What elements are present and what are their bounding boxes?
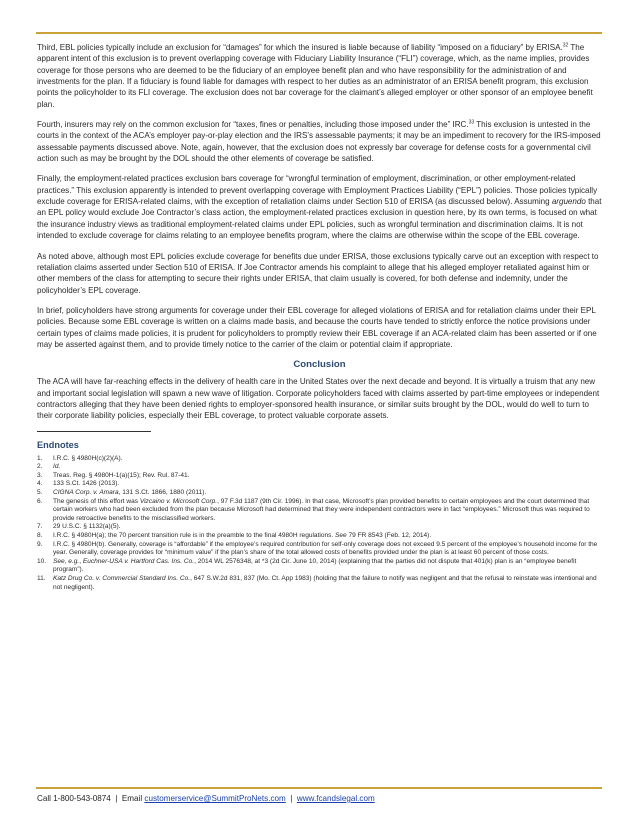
endnote-number: 11.: [37, 574, 46, 582]
footer-website-link[interactable]: www.fcandslegal.com: [296, 794, 375, 803]
conclusion-heading: Conclusion: [293, 359, 346, 371]
text-run: The apparent intent of this exclusion is to prevent overlapping coverage with Fiduciary Liability Insurance (“FLI”) coverage, which, as the name implies, provides coverage for those persons who are deemed to be the fiduciary of an employee benefit plan and who have responsibility for the administration of and investments for the plan. If a fiduciary is found liable for damages with respect to her duties as an administrator of an ERISA benefit program, this exclusion points the policyholder to its FLI coverage. The exclusion does not bar coverage for the claimant’s alleged employer or other sponsor of an employee benefit plan.: [37, 43, 593, 109]
endnote-item: [37, 472, 602, 481]
endnote-text: [53, 455, 602, 464]
endnote-number: 5.: [37, 489, 43, 496]
endnote-text: [53, 532, 602, 541]
endnote-text: [53, 498, 602, 524]
body-paragraph: [37, 305, 602, 350]
text-run: In brief, policyholders have strong arguments for coverage under their EBL coverage for alleged violations of ERISA and for retaliation claims under their EPL policies. Because some EBL coverage is written on a claims made basis, and because the courts have tended to strictly enforce the notice provisions under certain types of claims made policies, it is prudent for policyholders to promptly review their EBL coverage if an ACA-related claim has been asserted or if one may be asserted against them, and to provide timely notice to the carrier of the claim or potential claim if appropriate.: [37, 305, 597, 349]
footer-separator: | Email: [110, 794, 145, 803]
endnotes-list: [37, 455, 602, 593]
text-run: Finally, the employment-related practices exclusion bars coverage for “wrongful termination of employment, discrimination, or other employment-related practices.” This exclusion apparently is intended to prevent overlapping coverage with Employment Practices Liability (“EPL”) policies. Those policies typically exclude coverage for ERISA-related claims, with the exception of retaliation claims under Section 510 of ERISA (as discussed below). Assuming: [37, 174, 598, 207]
italic-text: arguendo: [551, 197, 586, 207]
text-run: 29 U.S.C. § 1132(a)(5).: [53, 523, 121, 531]
text-run: Treas. Reg. § 4980H-1(a)(15); Rev. Rul. 87-41.: [53, 471, 190, 479]
endnote-item: [37, 558, 602, 575]
endnote-number: 7.: [37, 523, 43, 531]
endnote-item: [37, 480, 602, 489]
body-paragraph: [37, 42, 602, 110]
bottom-divider: [36, 787, 602, 789]
endnote-number: 3.: [37, 471, 43, 479]
endnote-number: 2.: [37, 463, 43, 471]
top-divider: [36, 32, 602, 34]
page-content: [37, 42, 602, 592]
endnote-text: [53, 523, 602, 532]
body-paragraph: [37, 251, 602, 296]
italic-text: Katz Drug Co. v. Commercial Standard Ins. Co.: [53, 574, 191, 582]
endnote-number: 9.: [37, 540, 43, 548]
italic-text: Vizcaino v. Microsoft Corp.: [139, 497, 218, 505]
conclusion-paragraph: The ACA will have far-reaching effects in the delivery of health care in the United States over the next decade and beyond. It is virtually a truism that any new and important social legislation will spawn a new wave of litigation. Corporate policyholders faced with claims asserted by part-time employees or independent contractors alleging that they have been denied rights to employer-sponsored health insurance, or similar suits brought by the DOL, would do well to turn to their corporate liability policies, especially their EBL coverage, to protect valuable corporate assets.: [37, 377, 600, 421]
italic-text: See: [335, 531, 347, 539]
body-paragraph: [37, 119, 602, 164]
endnote-text: [53, 472, 602, 481]
text-run: 79 FR 8543 (Feb. 12, 2014).: [346, 531, 432, 539]
text-run: , 97 F.3d 1187 (9th Cir. 1996). In that case, Microsoft’s plan provided benefits to certain employees and the court determined that certain workers who had been excluded from the plan because Microsoft had determined that they were independent contractors were in fact “employees.” Microsoft thus was required to provide retroactive benefits to the misclassified workers.: [53, 497, 590, 522]
endnote-item: [37, 532, 602, 541]
endnote-text: [53, 558, 602, 575]
text-run: Third, EBL policies typically include an exclusion for “damages” for which the insured is liable because of liability “imposed on a fiduciary” by ERISA.: [37, 43, 563, 52]
text-run: 133 S.Ct. 1426 (2013).: [53, 480, 120, 488]
endnote-text: [53, 463, 602, 472]
endnote-number: 10.: [37, 557, 47, 565]
footnote-ref: 33: [468, 119, 475, 126]
body-paragraph: [37, 173, 602, 241]
endnote-number: 4.: [37, 480, 43, 488]
italic-text: CIGNA Corp. v. Amara: [53, 489, 119, 496]
italic-text: See, e.g.: [53, 557, 80, 565]
italic-text: Euchner-USA v. Hartford Cas. Ins. Co.: [82, 557, 195, 565]
text-run: This exclusion is untested in the courts in the context of the ACA’s employer pay-or-play election and the IRS’s assessable payments; it may be an impediment to recovery for the IRS-imposed assessable payments discussed above. Note, again, however, that the exclusion does not expressly bar coverage for defense costs for a governmental civil action such as may be brought by the DOL should the other elements of coverage be satisfied.: [37, 120, 601, 164]
endnote-number: 8.: [37, 531, 43, 539]
endnote-item: [37, 523, 602, 532]
endnote-text: [53, 489, 602, 498]
endnote-item: [37, 463, 602, 472]
endnote-item: [37, 455, 602, 464]
text-run: I.R.C. § 4980H(c)(2)(A).: [53, 454, 123, 462]
endnote-item: [37, 575, 602, 592]
text-run: , 131 S.Ct. 1866, 1880 (2011).: [118, 489, 207, 496]
body-paragraphs: [37, 42, 602, 350]
footer: [37, 794, 375, 803]
endnotes-heading: Endnotes: [37, 439, 79, 450]
footer-email-link[interactable]: customerservice@SummitProNets.com: [144, 794, 286, 803]
endnote-item: [37, 489, 602, 498]
text-run: ,: [79, 557, 83, 565]
text-run: , 2014 WL 2576348, at *3 (2d Cir. June 10, 2014) (explaining that the parties did not dispute that 401(k) plan is an “employee benefit program”).: [53, 557, 577, 574]
endnote-item: [37, 541, 602, 558]
endnote-text: [53, 541, 602, 558]
endnote-text: [53, 480, 602, 489]
endnote-number: 6.: [37, 497, 43, 505]
footnote-ref: 32: [562, 42, 569, 49]
text-run: I.R.C. § 4980H(a); the 70 percent transition rule is in the preamble to the final 4980H regulations.: [53, 531, 336, 539]
endnote-number: 1.: [37, 454, 43, 462]
text-run: I.R.C. § 4980H(b). Generally, coverage is “affordable” if the employee’s required contribution for self-only coverage does not exceed 9.5 percent of the employee’s household income for the year. Generally, coverage provides for “minimum value” if the plan’s share of the total allowed costs of benefits provided under the plan is at least 60 percent of those costs.: [53, 540, 598, 557]
text-run: As noted above, although most EPL policies exclude coverage for benefits due under ERISA, those exclusions typically carve out an exception with respect to retaliation claims asserted under Section 510 of ERISA. If Joe Contractor amends his complaint to allege that his alleged employer retaliated against him or other members of the class for attempting to secure their rights under ERISA, that claim usually is covered, for both defense and indemnity, under the policyholder’s EPL coverage.: [37, 251, 599, 295]
footer-separator: |: [285, 794, 297, 803]
endnotes-divider: [37, 431, 151, 432]
text-run: , 647 S.W.2d 831, 837 (Mo. Ct. App 1983) (holding that the failure to notify was negligent and that the refusal to reinstate was intentional and not negligent).: [53, 574, 597, 591]
text-run: The genesis of this effort was: [53, 497, 140, 505]
endnote-item: [37, 498, 602, 524]
text-run: that an EPL policy would exclude Joe Contractor’s class action, the employment-related practices exclusion in question here, by its own terms, is focused on what the insurance industry views as traditional employment-related claims under EPL policies, such as wrongful termination and discrimination claims. It is not intended to exclude coverage for claims relating to an employee benefits program, where the claims are otherwise within the scope of the EBL coverage.: [37, 197, 602, 241]
text-run: Fourth, insurers may rely on the common exclusion for “taxes, fines or penalties, including those imposed under the” IRC.: [37, 120, 469, 130]
footer-phone: Call 1-800-543-0874: [37, 794, 111, 803]
italic-text: Id.: [53, 463, 61, 471]
endnote-text: [53, 575, 602, 592]
